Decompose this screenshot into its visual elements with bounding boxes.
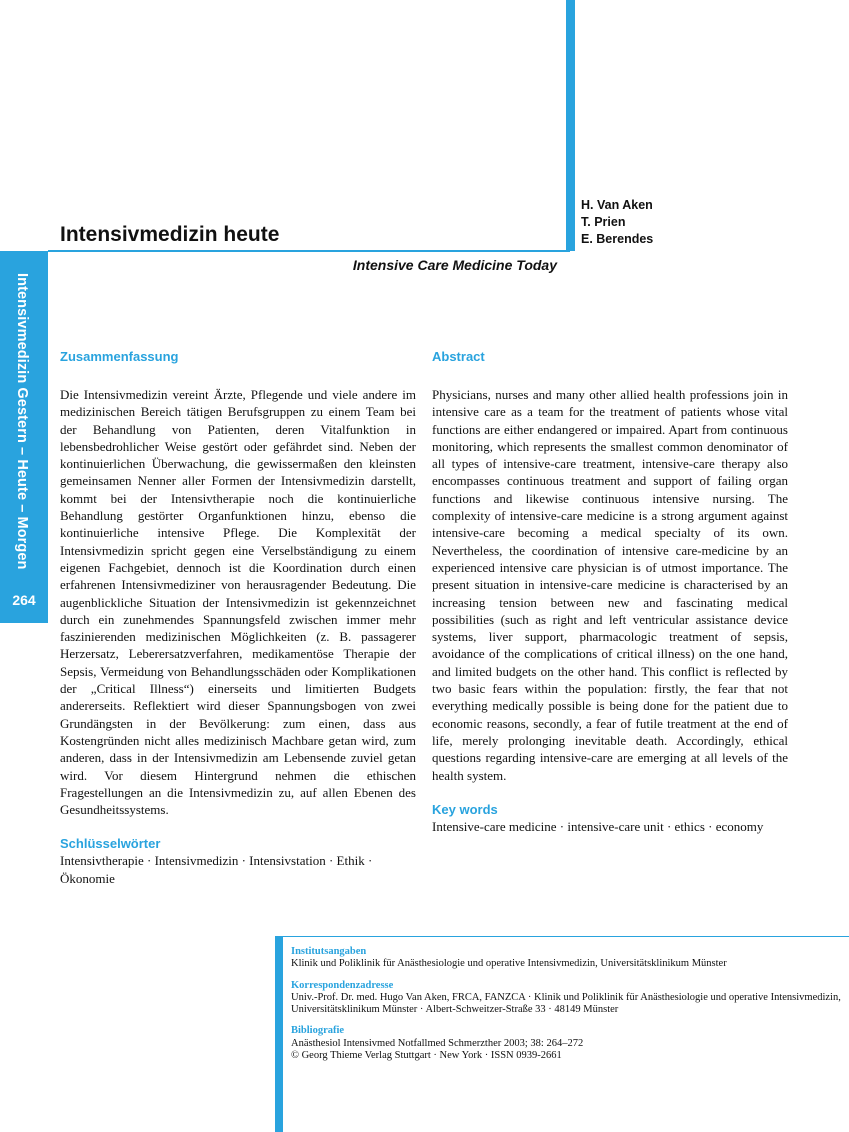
zusammenfassung-text: Die Intensivmedizin vereint Ärzte, Pflegende und viele andere im medizinischen Bereich tätigen Berufsgruppen zu einem Team bei der Behandlung von Patienten, deren Vitalfunktion in lebensbedrohlicher Weise gestört oder gefährdet sind. Neben der kontinuierlichen Überwachung, die gewissermaßen den kleinsten gemeinsamen Nenner aller Formen der Intensivmedizin darstellt, kommt bei der Intensivtherapie noch die kontinuierliche Behandlung gestörter Organfunktionen hinzu, ebenso die kontinuierliche intensive Pflege. Die Komplexität der Intensivmedizin spricht gegen eine Verselbständigung zu einem eigenen Fachgebiet, dennoch ist die Koordination durch einen erfahrenen Intensivmediziner von herausragender Bedeutung. Die augenblickliche Situation der Intensivmedizin ist gekennzeichnet durch ein zunehmendes Spannungsfeld zwischen immer mehr faszinierenden medizinischen Möglichkeiten (z. B. passagerer Herzersatz, Leberersatzverfahren, medikamentöse Therapie der Sepsis, Vermeidung von Behandlungsschäden oder Komplikationen der „Critical Illness“) einerseits und limitierten Budgets andererseits. Reflektiert wird dieser Spannungsbogen von zwei Grundängsten in der Bevölkerung: zum einen, dass aus Kostengründen nicht alles medizinisch Machbare getan wird, zum anderen, dass in der Intensivmedizin am Lebensende zuviel getan wird. Vor diesem Hintergrund nehmen die ethischen Fragestellungen an die Intensivmedizin zu, auf allen Ebenen des Gesundheitssystems. [60,387,416,818]
bibliography-heading: Bibliografie [291,1025,345,1037]
top-accent-bar [566,0,575,251]
zusammenfassung-heading: Zusammenfassung [60,349,179,364]
title-rule [48,250,570,252]
author: E. Berendes [581,232,654,246]
correspondence-block [291,980,841,1017]
author: T. Prien [581,215,626,229]
bibliography-copyright: © Georg Thieme Verlag Stuttgart · New York · ISSN 0939-2661 [291,1050,562,1062]
page-number: 264 [12,592,36,608]
correspondence-heading: Korrespondenzadresse [291,979,394,991]
bibliography-citation: Anästhesiol Intensivmed Notfallmed Schmerzther 2003; 38: 264–272 [291,1037,584,1049]
english-abstract-column [432,349,788,835]
footer-accent-bar [275,936,283,1132]
keywords-text: Intensive-care medicine · intensive-care unit · ethics · economy [432,818,764,834]
institution-block [291,946,841,971]
article-info-box [291,946,841,1071]
article-subtitle: Intensive Care Medicine Today [352,257,557,273]
institution-heading: Institutsangaben [291,946,367,957]
footer-rule [283,936,849,937]
series-label: Intensivmedizin Gestern – Heute – Morgen [14,273,30,570]
german-abstract-column [60,349,416,887]
article-title: Intensivmedizin heute [60,223,280,246]
author: H. Van Aken [581,198,653,212]
schluesselwoerter-text: Intensivtherapie · Intensivmedizin · Intensivstation · Ethik · Ökonomie [60,853,373,886]
schluesselwoerter-heading: Schlüsselwörter [60,836,161,852]
institution-text: Klinik und Poliklinik für Anästhesiologie und operative Intensivmedizin, Universitätsklinikum Münster [291,958,727,970]
correspondence-text: Univ.-Prof. Dr. med. Hugo Van Aken, FRCA, FANZCA · Klinik und Poliklinik für Anästhesiologie und operative Intensivmedizin, Universitätsklinikum Münster · Albert-Schweitzer-Straße 33 · 48149 Münster [291,991,841,1016]
author-list [581,197,653,248]
abstract-text: Physicians, nurses and many other allied health professions join in intensive care as a team for the treatment of patients whose vital functions are either endangered or impaired. Apart from continuous monitoring, which represents the smallest common denominator of all types of intensive-care treatment, intensive-care therapy also encompasses continuous treatment and support of failing organ functions and likewise continuous intensive nursing. The complexity of intensive-care medicine is a strong argument against intensive-care becoming a medical specialty of its own. Nevertheless, the coordination of intensive care-medicine by an experienced intensive care physician is of utmost importance. The present situation in intensive-care medicine is characterised by an increasing tension between new and fascinating medical possibilities (such as right and left ventricular assistance device systems, liver support, pharmacologic treatment of sepsis, avoidance of the complications of critical illness) on the one hand, and limited budgets on the other hand. This conflict is reflected by two basic fears within the population: firstly, the fear that not everything medically possible is being done for the patient due to economic reasons, secondly, a fear of futile treatment at the end of life, merely prolonging inevitable death. Accordingly, ethical questions regarding intensive-care are emerging at all levels of the health system. [432,387,788,783]
keywords-heading: Key words [432,801,498,817]
abstract-heading: Abstract [432,349,485,364]
bibliography-block [291,1025,841,1062]
